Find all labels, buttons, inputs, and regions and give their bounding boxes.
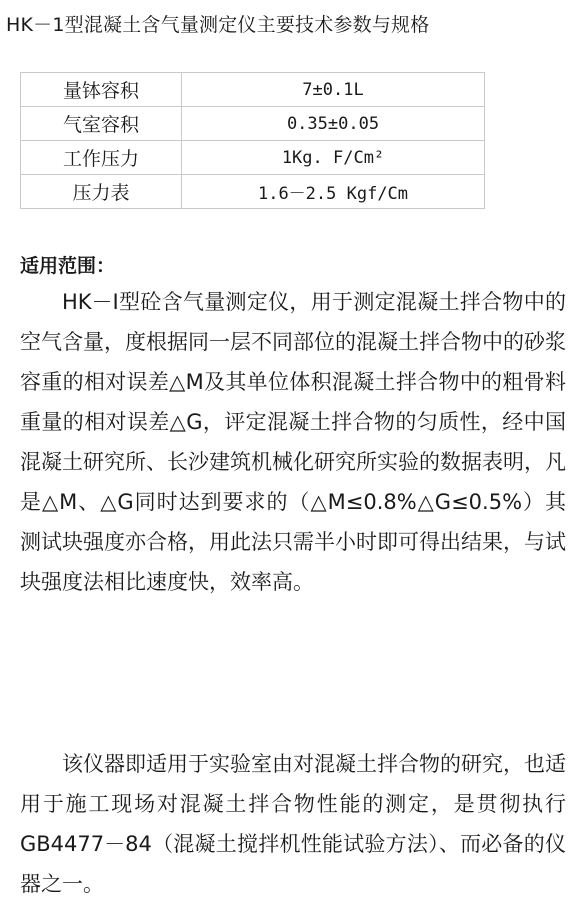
body-paragraph: HK－I型砼含气量测定仪，用于测定混凝土拌合物中的空气含量，度根据同一层不同部位的混凝土拌合物中的砂浆容重的相对误差△M及其单位体积混凝土拌合物中的粗骨料重量的相对误差△G，评定混凝土拌合物的匀质性，经中国混凝土研究所、长沙建筑机械化研究所实验的数据表明，凡是△M、△G同时达到要求的（△M≤0.8%△G≤0.5%）其测试块强度亦合格，用此法只需半小时即可得出结果，与试块强度法相比速度快，效率高。 xyxy=(20,290,566,594)
page-title: HK－1型混凝土含气量测定仪主要技术参数与规格 xyxy=(6,14,430,36)
spec-value: 1.6－2.5 Kgf/Cm xyxy=(182,175,485,209)
spec-table xyxy=(20,72,485,209)
table-row xyxy=(21,175,485,209)
spec-label: 气室容积 xyxy=(21,107,182,141)
spec-label: 工作压力 xyxy=(21,141,182,175)
body-paragraph: 该仪器即适用于实验室由对混凝土拌合物的研究，也适用于施工现场对混凝土拌合物性能的测定，是贯彻执行GB4477－84（混凝土搅拌机性能试验方法）、而必备的仪器之一。 xyxy=(20,752,566,896)
spec-label: 压力表 xyxy=(21,175,182,209)
spec-value: 1Kg. F/Cm² xyxy=(182,141,485,175)
table-row xyxy=(21,141,485,175)
spec-label: 量钵容积 xyxy=(21,73,182,107)
section-heading: 适用范围： xyxy=(20,255,116,277)
table-row xyxy=(21,73,485,107)
spec-value: 7±0.1L xyxy=(182,73,485,107)
spec-value: 0.35±0.05 xyxy=(182,107,485,141)
table-row xyxy=(21,107,485,141)
